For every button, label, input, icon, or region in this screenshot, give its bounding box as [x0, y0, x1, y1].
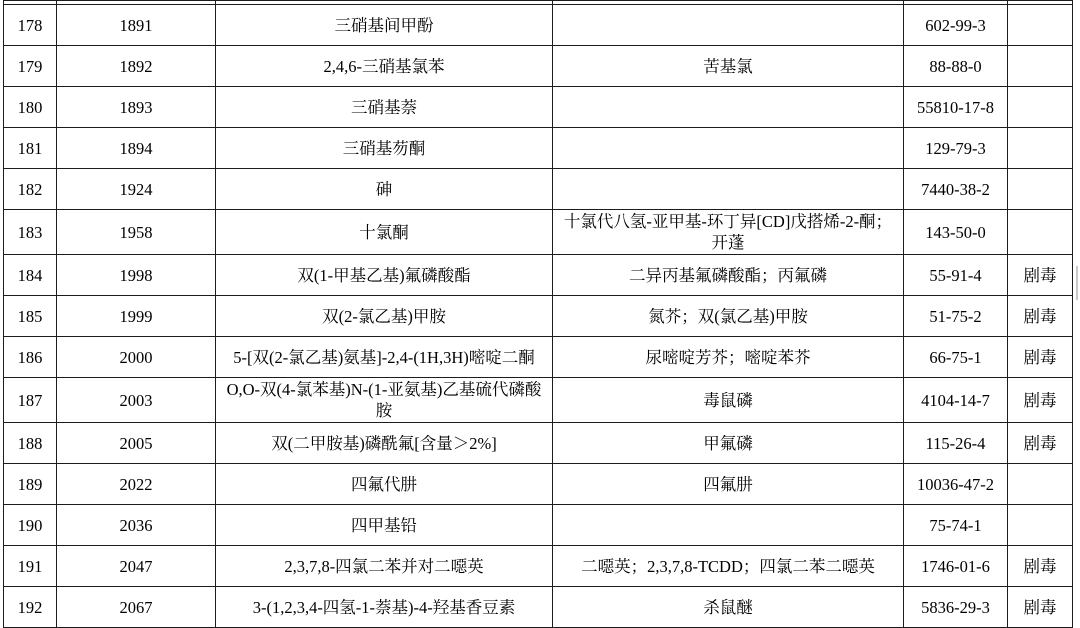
cell-alias: 二噁英；2,3,7,8-TCDD；四氯二苯二噁英 — [553, 546, 904, 587]
cell-serial: 1894 — [57, 128, 216, 169]
table-row-192 — [4, 587, 1073, 628]
cell-toxicity — [1008, 210, 1073, 255]
cell-name: 2,3,7,8-四氯二苯并对二噁英 — [216, 546, 553, 587]
cell-alias — [553, 505, 904, 546]
cell-toxicity: 剧毒 — [1008, 423, 1073, 464]
toxic-chemicals-table — [3, 0, 1073, 628]
cell-index: 191 — [4, 546, 57, 587]
cell-toxicity: 剧毒 — [1008, 378, 1073, 423]
cell-alias: 尿嘧啶芳芥；嘧啶苯芥 — [553, 337, 904, 378]
cell-cas: 55810-17-8 — [904, 87, 1008, 128]
cell-index: 186 — [4, 337, 57, 378]
cell-cas: 143-50-0 — [904, 210, 1008, 255]
cell-index: 185 — [4, 296, 57, 337]
cell-cas: 66-75-1 — [904, 337, 1008, 378]
cell-cas: 1746-01-6 — [904, 546, 1008, 587]
cell-name: 双(二甲胺基)磷酰氟[含量＞2%] — [216, 423, 553, 464]
cell-serial: 2036 — [57, 505, 216, 546]
cell-index: 182 — [4, 169, 57, 210]
cell-index: 187 — [4, 378, 57, 423]
table-row-191 — [4, 546, 1073, 587]
cell-index: 188 — [4, 423, 57, 464]
cell-cas: 10036-47-2 — [904, 464, 1008, 505]
cell-alias: 甲氟磷 — [553, 423, 904, 464]
cell-serial: 1892 — [57, 46, 216, 87]
cell-cas: 51-75-2 — [904, 296, 1008, 337]
cell-serial: 1924 — [57, 169, 216, 210]
table-row-179 — [4, 46, 1073, 87]
cell-cas: 129-79-3 — [904, 128, 1008, 169]
cell-index: 178 — [4, 5, 57, 46]
cell-name: 双(1-甲基乙基)氟磷酸酯 — [216, 255, 553, 296]
cell-alias: 氮芥；双(氯乙基)甲胺 — [553, 296, 904, 337]
cell-cas: 602-99-3 — [904, 5, 1008, 46]
cell-cas: 7440-38-2 — [904, 169, 1008, 210]
cell-serial: 1998 — [57, 255, 216, 296]
cell-name: 双(2-氯乙基)甲胺 — [216, 296, 553, 337]
cell-name: 三硝基间甲酚 — [216, 5, 553, 46]
table-row-187 — [4, 378, 1073, 423]
cell-serial: 1958 — [57, 210, 216, 255]
cell-index: 190 — [4, 505, 57, 546]
table-row-188 — [4, 423, 1073, 464]
cell-toxicity: 剧毒 — [1008, 587, 1073, 628]
cell-index: 180 — [4, 87, 57, 128]
table-row-183 — [4, 210, 1073, 255]
table-row-182 — [4, 169, 1073, 210]
cell-index: 183 — [4, 210, 57, 255]
cell-serial: 2005 — [57, 423, 216, 464]
cell-alias — [553, 5, 904, 46]
cell-name: 四甲基铅 — [216, 505, 553, 546]
cell-alias: 毒鼠磷 — [553, 378, 904, 423]
cell-index: 181 — [4, 128, 57, 169]
cell-cas: 115-26-4 — [904, 423, 1008, 464]
cell-index: 189 — [4, 464, 57, 505]
cell-toxicity: 剧毒 — [1008, 337, 1073, 378]
cell-serial: 2047 — [57, 546, 216, 587]
cell-toxicity: 剧毒 — [1008, 546, 1073, 587]
cell-alias — [553, 87, 904, 128]
cell-toxicity — [1008, 128, 1073, 169]
cell-name: 十氯酮 — [216, 210, 553, 255]
cell-serial: 1891 — [57, 5, 216, 46]
table-row-184 — [4, 255, 1073, 296]
cell-alias: 苦基氯 — [553, 46, 904, 87]
cell-serial: 1999 — [57, 296, 216, 337]
cell-alias — [553, 169, 904, 210]
table-row-185 — [4, 296, 1073, 337]
cell-alias: 杀鼠醚 — [553, 587, 904, 628]
cell-name: 2,4,6-三硝基氯苯 — [216, 46, 553, 87]
cell-serial: 2000 — [57, 337, 216, 378]
cell-toxicity: 剧毒 — [1008, 255, 1073, 296]
cell-alias: 十氯代八氢-亚甲基-环丁异[CD]戊搭烯-2-酮；开蓬 — [553, 210, 904, 255]
table-row-178 — [4, 5, 1073, 46]
cell-serial: 2067 — [57, 587, 216, 628]
cell-alias: 二异丙基氟磷酸酯；丙氟磷 — [553, 255, 904, 296]
cell-toxicity — [1008, 505, 1073, 546]
cell-alias — [553, 128, 904, 169]
table-row-180 — [4, 87, 1073, 128]
cell-name: 5-[双(2-氯乙基)氨基]-2,4-(1H,3H)嘧啶二酮 — [216, 337, 553, 378]
cell-name: 砷 — [216, 169, 553, 210]
cell-toxicity: 剧毒 — [1008, 296, 1073, 337]
cell-cas: 88-88-0 — [904, 46, 1008, 87]
cell-toxicity — [1008, 464, 1073, 505]
cell-name: 三硝基芴酮 — [216, 128, 553, 169]
cell-name: 四氟代肼 — [216, 464, 553, 505]
table-row-186 — [4, 337, 1073, 378]
cell-cas: 4104-14-7 — [904, 378, 1008, 423]
cell-serial: 2003 — [57, 378, 216, 423]
cell-toxicity — [1008, 87, 1073, 128]
table-row-181 — [4, 128, 1073, 169]
cell-index: 192 — [4, 587, 57, 628]
cell-cas: 5836-29-3 — [904, 587, 1008, 628]
cell-index: 179 — [4, 46, 57, 87]
cell-cas: 75-74-1 — [904, 505, 1008, 546]
cell-cas: 55-91-4 — [904, 255, 1008, 296]
cell-index: 184 — [4, 255, 57, 296]
cell-name: 3-(1,2,3,4-四氢-1-萘基)-4-羟基香豆素 — [216, 587, 553, 628]
table-row-189 — [4, 464, 1073, 505]
cell-toxicity — [1008, 5, 1073, 46]
cell-serial: 2022 — [57, 464, 216, 505]
cell-name: O,O-双(4-氯苯基)N-(1-亚氨基)乙基硫代磷酸胺 — [216, 378, 553, 423]
cell-alias: 四氟肼 — [553, 464, 904, 505]
cell-toxicity — [1008, 46, 1073, 87]
cell-toxicity — [1008, 169, 1073, 210]
cell-serial: 1893 — [57, 87, 216, 128]
page-edge-artifact — [1076, 266, 1078, 300]
table-row-190 — [4, 505, 1073, 546]
cell-name: 三硝基萘 — [216, 87, 553, 128]
table-body — [4, 1, 1073, 628]
